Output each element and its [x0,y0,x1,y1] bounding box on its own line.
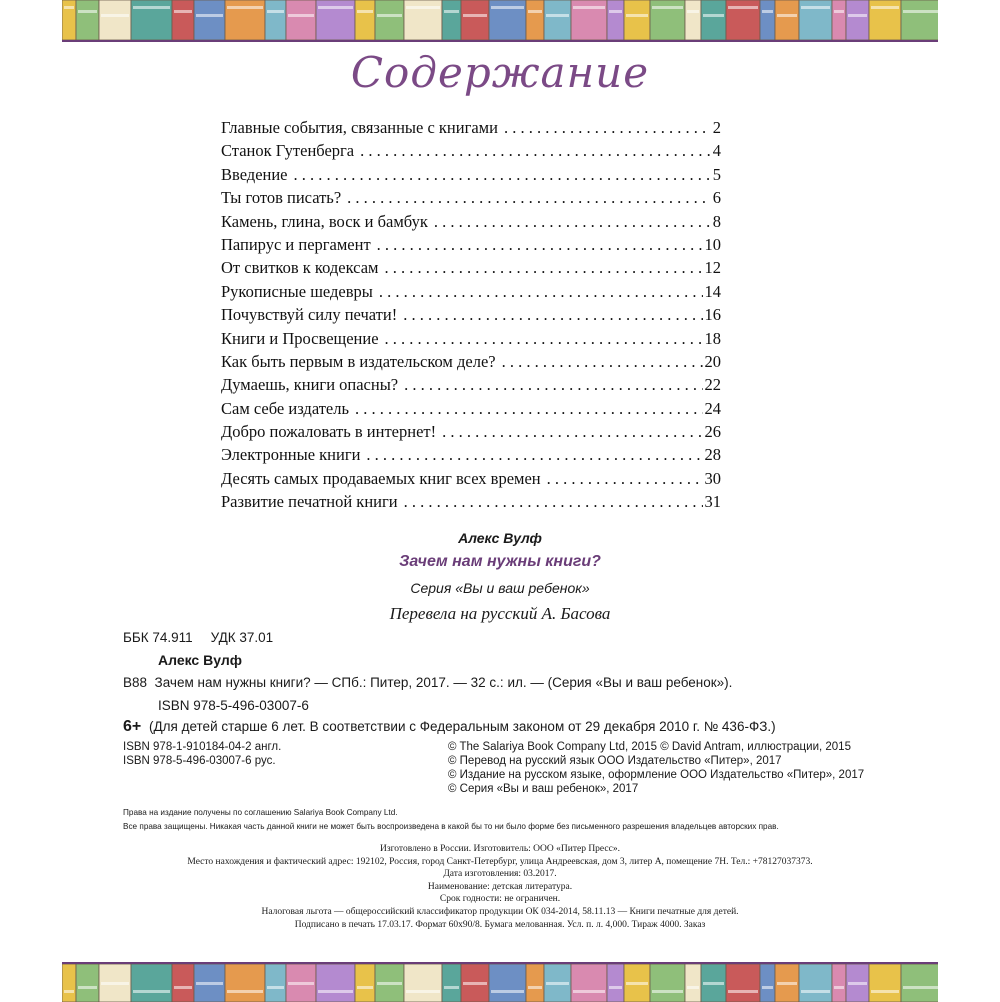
toc-entry [221,235,721,258]
toc-entry-page: 14 [704,281,721,301]
book-spine-band [528,10,542,13]
toc-entry-page: 5 [712,164,721,184]
isbn-line: ISBN 978-5-496-03007-6 рус. [123,755,276,767]
toc-entry-page: 16 [704,305,721,325]
toc-entry-label: Главные события, связанные с книгами [221,118,498,137]
table-of-contents [221,118,721,516]
book-spine-band [834,986,844,989]
book-spine-band [871,990,899,993]
isbn-line: ISBN 978-1-910184-04-2 англ. [123,741,282,753]
book-spine-band [871,6,899,9]
toc-entry-page: 26 [704,422,721,442]
book-spine-band [174,986,192,989]
bookshelf-top-illustration [62,0,938,42]
description-text: Зачем нам нужны книги? — СПб.: Питер, 2017. — 32 с.: ил. — (Серия «Вы и ваш ребенок»). [154,675,733,690]
book-spine-band [626,14,648,17]
toc-entry-page: 10 [704,234,721,254]
toc-entry-label: Развитие печатной книги [221,492,398,512]
book-spine-band [267,10,284,13]
bookshelf-bottom-illustration [62,962,938,1002]
book-spine [442,0,461,40]
book-spine-band [777,14,797,17]
toc-entry [221,282,721,305]
age-rating [123,718,776,736]
book-spine [607,964,624,1002]
book-spine [544,0,571,40]
book-spine [869,964,901,1002]
toc-entry-page: 22 [704,375,721,395]
toc-entry [221,305,721,328]
colophon-line: Налоговая льгота — общероссийский классификатор продукции ОК 034-2014, 58.11.13 — Книги печатные для детей. [261,906,739,917]
toc-entry [221,375,721,398]
book-spine [489,964,526,1002]
toc-leader-dots [434,212,711,232]
colophon-line: Дата изготовления: 03.2017. [443,869,557,880]
toc-leader-dots [385,329,703,349]
book-spine-band [288,14,314,17]
book-spine-band [652,990,683,993]
book-spine-band [687,10,699,13]
book-spine-band [288,982,314,985]
book-spine-band [626,982,648,985]
toc-leader-dots [403,305,702,325]
age-note: (Для детей старше 6 лет. В соответствии с Федеральным законом от 29 декабря 2010 г. № 436-ФЗ.) [149,719,776,734]
book-spine-band [267,986,284,989]
book-spine-band [801,990,830,993]
book-spine-band [546,982,569,985]
book-spine-band [133,6,170,9]
book-spine-band [463,14,487,17]
book-spine-band [357,986,373,989]
udk-code: УДК 37.01 [210,630,274,645]
toc-leader-dots [379,282,703,302]
colophon-line: Место нахождения и фактический адрес: 192102, Россия, город Санкт-Петербург, улица Андреевская, дом 3, литер А, помещение 7Н. Тел.: +78127037373. [187,856,813,867]
book-spine [571,964,607,1002]
rights-line: Права на издание получены по соглашению Salariya Book Company Ltd. [123,808,398,817]
book-spine-band [227,990,263,993]
book-spine-band [318,6,353,9]
toc-entry-page: 18 [704,328,721,348]
book-spine [650,964,685,1002]
toc-leader-dots [360,141,711,161]
toc-entry-label: Рукописные шедевры [221,281,373,301]
book-spine-band [78,10,97,13]
book-spine-band [444,10,459,13]
toc-entry-label: Думаешь, книги опасны? [221,375,399,395]
toc-entry [221,212,721,235]
toc-entry-page: 31 [704,492,721,512]
books-spines-icon [62,0,938,40]
toc-entry-label: Как быть первым в издательском деле? [221,351,496,371]
book-spine [526,964,544,1002]
toc-entry [221,165,721,188]
book-spine-band [728,6,758,9]
colophon-line: Наименование: детская литература. [427,881,573,892]
book-spine [685,0,701,40]
book-spine-band [101,982,129,985]
book-spine [760,0,775,40]
book-spine-band [609,10,622,13]
book-spine-band [491,990,524,993]
book-spine-band [406,6,440,9]
toc-entry-page: 8 [712,211,721,231]
book-spine-band [174,10,192,13]
toc-entry-label: Камень, глина, воск и бамбук [221,211,428,231]
toc-entry [221,469,721,492]
book-spine [375,0,404,40]
toc-entry [221,329,721,352]
copyright-line: © Перевод на русский язык ООО Издательство «Питер», 2017 [448,755,782,767]
book-spine [846,0,869,40]
toc-entry [221,445,721,468]
toc-entry-label: Станок Гутенберга [221,141,355,161]
toc-entry [221,399,721,422]
book-spine-band [64,990,74,993]
book-spine [832,964,846,1002]
book-spine [131,964,172,1002]
book-spine [355,964,375,1002]
isbn-main: ISBN 978-5-496-03007-6 [158,698,309,713]
isbn-list [123,740,281,768]
toc-entry-label: Ты готов писать? [221,188,342,208]
toc-entry [221,141,721,164]
toc-entry-page: 4 [712,141,721,161]
toc-leader-dots [547,469,703,489]
book-spine-band [903,986,938,989]
toc-entry-label: Введение [221,164,288,184]
book-spine [225,964,265,1002]
toc-entry-page: 20 [704,351,721,371]
toc-entry [221,118,721,141]
toc-entry-page: 24 [704,398,721,418]
rights-line: Все права защищены. Никакая часть данной книги не может быть воспроизведена в какой бы то ни было форме без письменного разрешения владельцев авторских прав. [123,822,779,831]
toc-leader-dots [442,422,702,442]
copyright-block [448,740,864,796]
book-spine [624,0,650,40]
book-spine-band [227,6,263,9]
classification-codes [123,630,273,645]
book-spine [355,0,375,40]
book-spine-band [573,990,605,993]
toc-entry-label: Десять самых продаваемых книг всех времен [221,468,541,488]
toc-leader-dots [404,492,703,512]
book-spine-band [133,990,170,993]
book-author: Алекс Вулф [458,530,542,546]
toc-leader-dots [502,352,703,372]
book-spine-band [406,990,440,993]
copyright-line: © Серия «Вы и ваш ребенок», 2017 [448,783,639,795]
toc-leader-dots [294,165,711,185]
book-spine-band [491,6,524,9]
book-spine-band [687,986,699,989]
book-spine [265,964,286,1002]
book-spine [265,0,286,40]
toc-entry [221,188,721,211]
copyright-line: © Издание на русском языке, оформление ООО Издательство «Питер», 2017 [448,769,865,781]
book-spine-band [444,986,459,989]
book-spine [286,0,316,40]
book-spine [685,964,701,1002]
colophon-line: Подписано в печать 17.03.17. Формат 60х90/8. Бумага мелованная. Усл. п. л. 4,000. Тираж 4000. Заказ [294,919,706,930]
book-spine [832,0,846,40]
book-spine [62,964,76,1002]
toc-leader-dots [404,375,702,395]
book-spine-band [762,10,773,13]
toc-leader-dots [377,235,703,255]
toc-entry [221,492,721,515]
book-spine [404,964,442,1002]
book-spine-band [834,10,844,13]
book-spine [172,964,194,1002]
book-spine [526,0,544,40]
toc-entry-label: Электронные книги [221,445,361,465]
book-spine-band [357,10,373,13]
book-spine [442,964,461,1002]
age-mark: 6+ [123,718,142,735]
toc-entry-label: Почувствуй силу печати! [221,305,398,325]
book-spine-band [903,10,938,13]
colophon [0,843,1000,931]
book-spine-band [546,14,569,17]
author-mark-code: В88 [123,675,148,690]
toc-entry-label: Сам себе издатель [221,398,350,418]
toc-leader-dots [355,399,702,419]
rights-notice [123,806,779,834]
book-spine-band [463,982,487,985]
book-spine-band [848,982,867,985]
book-series: Серия «Вы и ваш ребенок» [410,580,590,596]
book-spine [760,964,775,1002]
book-spine [76,0,99,40]
book-spine-band [377,14,402,17]
toc-entry [221,352,721,375]
toc-entry-page: 2 [712,118,721,137]
book-spine [607,0,624,40]
book-spine-band [101,14,129,17]
book-spine-band [196,14,223,17]
book-spine-band [777,982,797,985]
book-spine [316,964,355,1002]
book-spine-band [64,6,74,9]
book-spine [775,0,799,40]
colophon-line: Срок годности: не ограничен. [439,894,561,905]
book-spine-band [762,986,773,989]
book-spine [701,0,726,40]
toc-entry-page: 30 [704,468,721,488]
toc-entry-label: Книги и Просвещение [221,328,379,348]
book-spine [901,0,938,40]
book-spine-band [573,6,605,9]
toc-title: Содержание [350,48,650,97]
books-spines-icon [62,964,938,1002]
imprint-author: Алекс Вулф [158,652,242,668]
book-spine-band [848,14,867,17]
book-spine [99,0,131,40]
toc-entry-label: Папирус и пергамент [221,234,371,254]
translator-credit: Перевела на русский А. Басова [389,604,611,623]
book-spine [799,964,832,1002]
book-spine [172,0,194,40]
toc-entry-label: Добро пожаловать в интернет! [221,422,437,442]
toc-entry [221,422,721,445]
book-spine-band [652,6,683,9]
book-spine [76,964,99,1002]
toc-leader-dots [384,258,702,278]
colophon-line: Изготовлено в России. Изготовитель: ООО «Питер Пресс». [380,844,620,854]
book-spine-band [318,990,353,993]
toc-entry-page: 6 [712,188,721,208]
toc-leader-dots [347,188,711,208]
book-spine-band [377,982,402,985]
toc-entry-page: 28 [704,445,721,465]
book-spine-band [703,982,724,985]
toc-leader-dots [504,118,711,138]
book-spine-band [703,14,724,17]
copyright-line: © The Salariya Book Company Ltd, 2015 © David Antram, иллюстрации, 2015 [448,741,851,753]
toc-entry-page: 12 [704,258,721,278]
book-spine-band [528,986,542,989]
book-spine-band [728,990,758,993]
book-spine-band [78,986,97,989]
book-spine [461,0,489,40]
book-spine-band [196,982,223,985]
bbk-code: ББК 74.911 [123,630,193,645]
bibliographic-description [123,675,732,690]
toc-leader-dots [366,445,702,465]
book-spine-band [801,6,830,9]
book-spine [901,964,938,1002]
book-title: Зачем нам нужны книги? [399,553,601,570]
toc-entry [221,258,721,281]
book-spine [194,0,225,40]
toc-entry-label: От свитков к кодексам [221,258,379,278]
book-spine [726,964,760,1002]
book-spine-band [609,986,622,989]
